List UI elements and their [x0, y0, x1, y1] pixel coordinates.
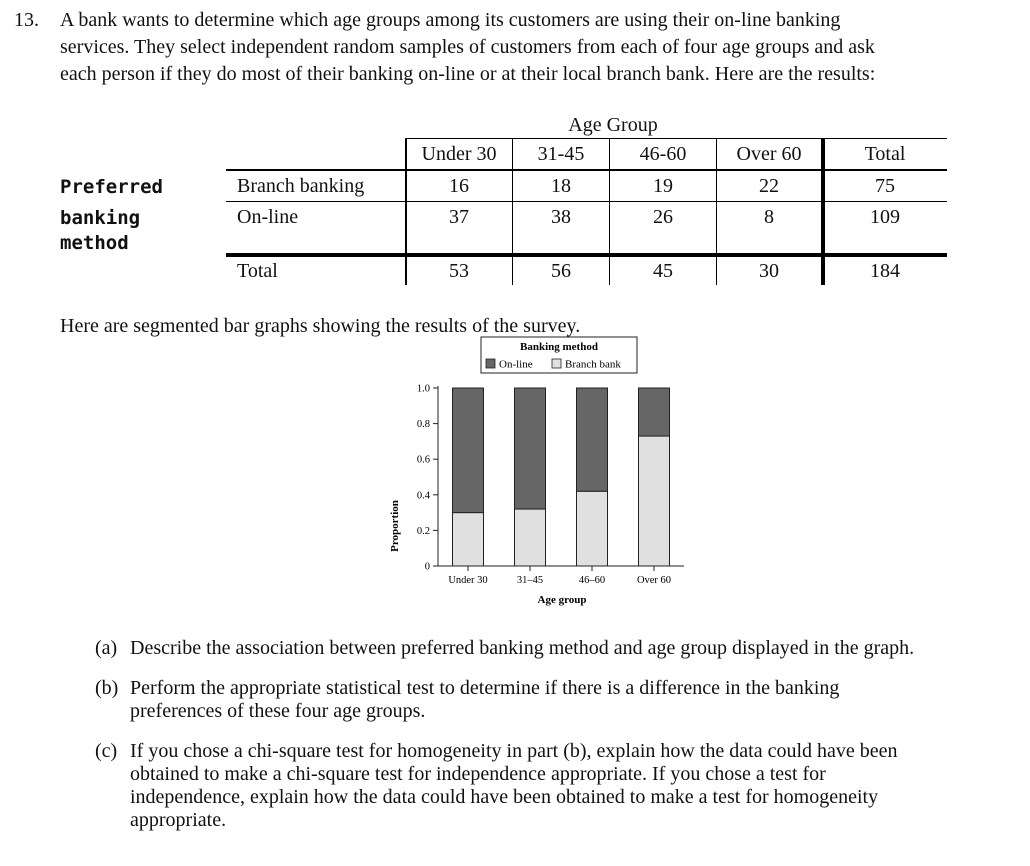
y-tick-label: 0.6 [416, 454, 430, 466]
y-tick-label: 0 [424, 561, 430, 573]
x-axis-label: Age group [537, 594, 587, 606]
bar-segment-on-line [453, 388, 484, 513]
table-rule [716, 138, 717, 285]
part-a-label: (a) [95, 637, 118, 659]
table-cell: 18 [551, 175, 571, 197]
chart-caption: Here are segmented bar graphs showing the results of the survey. [60, 315, 581, 337]
total-cell: 184 [870, 260, 900, 282]
table-total-rule [821, 138, 825, 285]
bar-segment-branch-bank [515, 509, 546, 566]
question-text-line-1: A bank wants to determine which age groups among its customers are using their on-line banking [60, 9, 841, 31]
x-tick-label: Over 60 [636, 575, 672, 586]
table-cell: 37 [449, 206, 469, 228]
part-b-label: (b) [95, 677, 119, 699]
column-header: Total [864, 143, 906, 165]
bar-segment-on-line [577, 388, 608, 491]
y-tick-label: 0.8 [416, 419, 430, 431]
table-rule [512, 138, 513, 285]
total-cell: 53 [449, 260, 469, 282]
bar-segment-on-line [515, 388, 546, 509]
part-c-text-line-3: independence, explain how the data could have been obtained to make a test for homogeneity [130, 786, 879, 808]
bar-segment-branch-bank [639, 436, 670, 566]
legend-swatch-branch-bank [552, 359, 561, 368]
total-cell: 56 [551, 260, 571, 282]
bar-segment-on-line [639, 388, 670, 436]
table-rule [609, 138, 610, 285]
row-group-label-line-3: method [60, 232, 129, 254]
legend-label-branch-bank: Branch bank [565, 358, 621, 371]
question-text-line-3: each person if they do most of their banking on-line or at their local branch bank. Here are the results: [60, 63, 876, 85]
table-total-rule [226, 253, 947, 257]
part-c-text-line-1: If you chose a chi-square test for homogeneity in part (b), explain how the data could have been [130, 740, 898, 762]
question-text-line-2: services. They select independent random samples of customers from each of four age groups and ask [60, 36, 875, 58]
row-label: Branch banking [237, 175, 365, 197]
part-c-text-line-4: appropriate. [130, 809, 227, 831]
table-cell: 109 [870, 206, 900, 228]
column-header: 46-60 [639, 143, 687, 165]
question-number: 13. [14, 9, 39, 31]
y-tick-label: 0.4 [416, 490, 430, 502]
table-rule [405, 138, 407, 285]
part-b-text-line-2: preferences of these four age groups. [130, 700, 426, 722]
bar-segment-branch-bank [453, 513, 484, 566]
table-rule [226, 169, 947, 171]
row-label: On-line [237, 206, 299, 228]
legend-title: Banking method [520, 341, 598, 353]
x-tick-label: 46–60 [578, 575, 606, 586]
table-cell: 19 [653, 175, 673, 197]
table-cell: 8 [764, 206, 774, 228]
chart-legend [481, 337, 637, 373]
table-cell: 22 [759, 175, 779, 197]
legend-label-online: On-line [499, 358, 533, 371]
total-cell: 30 [759, 260, 779, 282]
segmented-bar-chart [380, 336, 690, 610]
x-tick-label: Under 30 [448, 575, 488, 586]
y-axis-label: Proportion [389, 500, 401, 552]
table-cell: 38 [551, 206, 571, 228]
table-rule [406, 138, 947, 139]
y-tick-label: 1.0 [416, 383, 430, 395]
part-a-text: Describe the association between preferred banking method and age group displayed in the graph. [130, 637, 915, 659]
part-b-text-line-1: Perform the appropriate statistical test to determine if there is a difference in the banking [130, 677, 840, 699]
table-cell: 16 [449, 175, 469, 197]
x-tick-label: 31–45 [516, 575, 544, 586]
table-cell: 75 [875, 175, 895, 197]
y-tick-label: 0.2 [416, 525, 430, 537]
row-group-label-line-1: Preferred [60, 176, 163, 198]
part-c-label: (c) [95, 740, 118, 762]
column-header: Under 30 [421, 143, 497, 165]
bar-segment-branch-bank [577, 491, 608, 566]
table-rule [226, 201, 947, 202]
table-cell: 26 [653, 206, 673, 228]
plot-area [417, 384, 684, 587]
legend-swatch-online [486, 359, 495, 368]
total-cell: 45 [653, 260, 673, 282]
column-header: 31-45 [537, 143, 585, 165]
total-row-label: Total [237, 260, 278, 282]
table-spanner-label: Age Group [568, 114, 658, 136]
part-c-text-line-2: obtained to make a chi-square test for independence appropriate. If you chose a test for [130, 763, 826, 785]
column-header: Over 60 [736, 143, 802, 165]
row-group-label-line-2: banking [60, 207, 141, 229]
